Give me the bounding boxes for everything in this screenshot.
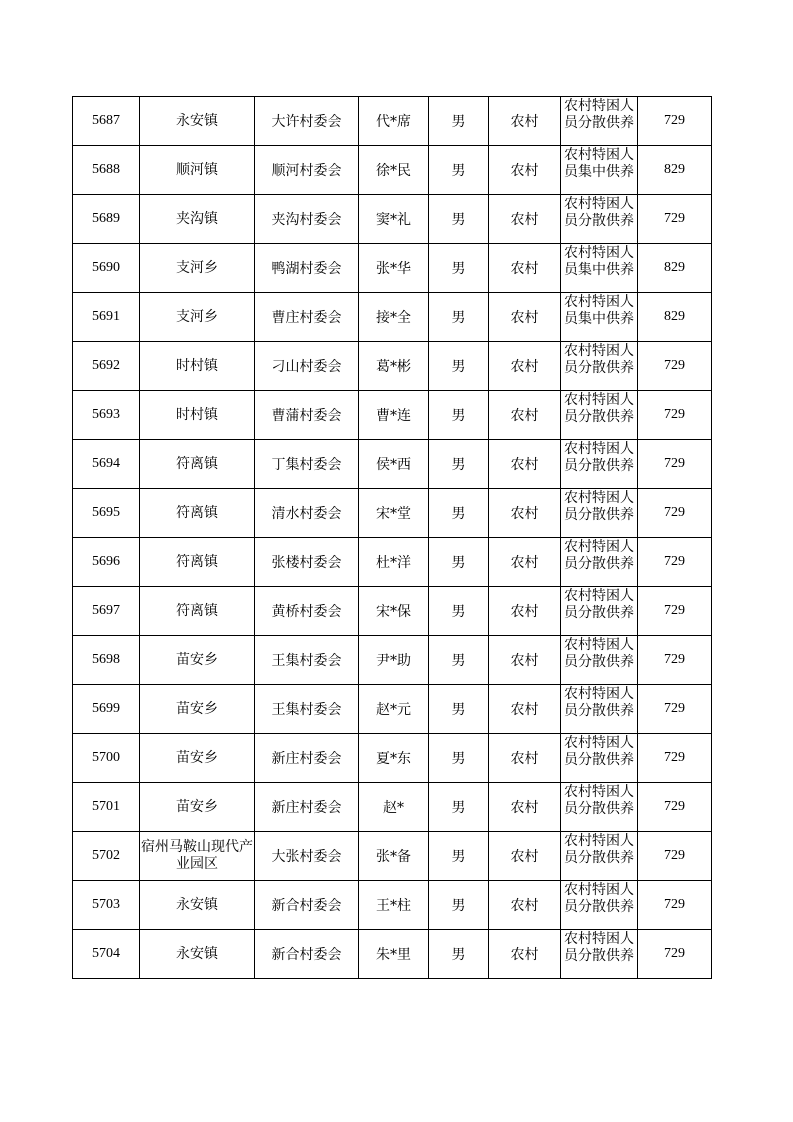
table-row bbox=[73, 195, 712, 244]
cell-village: 新庄村委会 bbox=[255, 734, 359, 783]
table-body bbox=[73, 97, 712, 979]
cell-area: 农村 bbox=[489, 783, 561, 832]
cell-amount: 729 bbox=[638, 783, 712, 832]
cell-area: 农村 bbox=[489, 685, 561, 734]
cell-town: 时村镇 bbox=[140, 391, 255, 440]
cell-area: 农村 bbox=[489, 97, 561, 146]
cell-sex: 男 bbox=[429, 342, 489, 391]
cell-village: 曹庄村委会 bbox=[255, 293, 359, 342]
cell-amount: 729 bbox=[638, 342, 712, 391]
cell-town: 符离镇 bbox=[140, 489, 255, 538]
cell-area: 农村 bbox=[489, 587, 561, 636]
cell-village: 新合村委会 bbox=[255, 930, 359, 979]
cell-area: 农村 bbox=[489, 734, 561, 783]
cell-sex: 男 bbox=[429, 195, 489, 244]
cell-support-type bbox=[561, 146, 638, 195]
cell-sex: 男 bbox=[429, 146, 489, 195]
support-type-text: 农村特困人员集中供养 bbox=[564, 245, 634, 278]
cell-name: 赵*元 bbox=[359, 685, 429, 734]
table-row bbox=[73, 636, 712, 685]
table-row bbox=[73, 244, 712, 293]
cell-number: 5700 bbox=[73, 734, 140, 783]
cell-village: 张楼村委会 bbox=[255, 538, 359, 587]
relief-roster-table bbox=[72, 96, 712, 979]
cell-support-type bbox=[561, 244, 638, 293]
cell-amount: 729 bbox=[638, 930, 712, 979]
cell-number: 5693 bbox=[73, 391, 140, 440]
support-type-text: 农村特困人员分散供养 bbox=[564, 637, 634, 670]
cell-town: 宿州马鞍山现代产业园区 bbox=[140, 832, 255, 881]
cell-amount: 829 bbox=[638, 293, 712, 342]
cell-name: 杜*洋 bbox=[359, 538, 429, 587]
table-row bbox=[73, 538, 712, 587]
cell-amount: 829 bbox=[638, 244, 712, 293]
cell-village: 黄桥村委会 bbox=[255, 587, 359, 636]
cell-sex: 男 bbox=[429, 587, 489, 636]
support-type-text: 农村特困人员分散供养 bbox=[564, 539, 634, 572]
support-type-text: 农村特困人员分散供养 bbox=[564, 196, 634, 229]
cell-area: 农村 bbox=[489, 489, 561, 538]
cell-area: 农村 bbox=[489, 538, 561, 587]
cell-name: 徐*民 bbox=[359, 146, 429, 195]
cell-area: 农村 bbox=[489, 636, 561, 685]
support-type-text: 农村特困人员分散供养 bbox=[564, 735, 634, 768]
cell-town: 支河乡 bbox=[140, 244, 255, 293]
table-row bbox=[73, 685, 712, 734]
cell-name: 代*席 bbox=[359, 97, 429, 146]
cell-name: 宋*保 bbox=[359, 587, 429, 636]
cell-name: 夏*东 bbox=[359, 734, 429, 783]
cell-village: 鸭湖村委会 bbox=[255, 244, 359, 293]
cell-town: 时村镇 bbox=[140, 342, 255, 391]
cell-town: 永安镇 bbox=[140, 881, 255, 930]
cell-village: 新合村委会 bbox=[255, 881, 359, 930]
cell-area: 农村 bbox=[489, 930, 561, 979]
table-row bbox=[73, 146, 712, 195]
cell-town: 永安镇 bbox=[140, 930, 255, 979]
cell-sex: 男 bbox=[429, 489, 489, 538]
cell-number: 5688 bbox=[73, 146, 140, 195]
support-type-text: 农村特困人员分散供养 bbox=[564, 490, 634, 523]
cell-number: 5690 bbox=[73, 244, 140, 293]
support-type-text: 农村特困人员分散供养 bbox=[564, 833, 634, 866]
cell-area: 农村 bbox=[489, 342, 561, 391]
cell-town: 夹沟镇 bbox=[140, 195, 255, 244]
table-row bbox=[73, 930, 712, 979]
cell-village: 夹沟村委会 bbox=[255, 195, 359, 244]
cell-name: 宋*堂 bbox=[359, 489, 429, 538]
table-row bbox=[73, 832, 712, 881]
cell-support-type bbox=[561, 930, 638, 979]
cell-village: 清水村委会 bbox=[255, 489, 359, 538]
cell-amount: 729 bbox=[638, 195, 712, 244]
cell-number: 5691 bbox=[73, 293, 140, 342]
table-row bbox=[73, 342, 712, 391]
cell-village: 刁山村委会 bbox=[255, 342, 359, 391]
cell-name: 接*全 bbox=[359, 293, 429, 342]
cell-town: 符离镇 bbox=[140, 538, 255, 587]
support-type-text: 农村特困人员集中供养 bbox=[564, 147, 634, 180]
cell-village: 大张村委会 bbox=[255, 832, 359, 881]
cell-sex: 男 bbox=[429, 244, 489, 293]
cell-number: 5703 bbox=[73, 881, 140, 930]
cell-support-type bbox=[561, 734, 638, 783]
cell-town: 苗安乡 bbox=[140, 734, 255, 783]
cell-sex: 男 bbox=[429, 440, 489, 489]
cell-name: 赵* bbox=[359, 783, 429, 832]
cell-village: 王集村委会 bbox=[255, 636, 359, 685]
support-type-text: 农村特困人员分散供养 bbox=[564, 588, 634, 621]
cell-name: 朱*里 bbox=[359, 930, 429, 979]
cell-support-type bbox=[561, 489, 638, 538]
cell-support-type bbox=[561, 195, 638, 244]
support-type-text: 农村特困人员集中供养 bbox=[564, 294, 634, 327]
cell-number: 5697 bbox=[73, 587, 140, 636]
cell-support-type bbox=[561, 587, 638, 636]
cell-amount: 729 bbox=[638, 881, 712, 930]
cell-sex: 男 bbox=[429, 832, 489, 881]
cell-town: 苗安乡 bbox=[140, 783, 255, 832]
cell-name: 窦*礼 bbox=[359, 195, 429, 244]
cell-support-type bbox=[561, 440, 638, 489]
cell-town: 永安镇 bbox=[140, 97, 255, 146]
table-row bbox=[73, 440, 712, 489]
cell-support-type bbox=[561, 538, 638, 587]
cell-name: 侯*西 bbox=[359, 440, 429, 489]
table-row bbox=[73, 489, 712, 538]
cell-support-type bbox=[561, 391, 638, 440]
support-type-text: 农村特困人员分散供养 bbox=[564, 686, 634, 719]
cell-amount: 829 bbox=[638, 146, 712, 195]
cell-amount: 729 bbox=[638, 391, 712, 440]
cell-village: 王集村委会 bbox=[255, 685, 359, 734]
cell-area: 农村 bbox=[489, 832, 561, 881]
support-type-text: 农村特困人员分散供养 bbox=[564, 441, 634, 474]
cell-number: 5702 bbox=[73, 832, 140, 881]
cell-amount: 729 bbox=[638, 685, 712, 734]
table-row bbox=[73, 293, 712, 342]
cell-sex: 男 bbox=[429, 685, 489, 734]
cell-village: 曹蒲村委会 bbox=[255, 391, 359, 440]
cell-support-type bbox=[561, 685, 638, 734]
cell-support-type bbox=[561, 97, 638, 146]
support-type-text: 农村特困人员分散供养 bbox=[564, 98, 634, 131]
cell-number: 5696 bbox=[73, 538, 140, 587]
cell-number: 5689 bbox=[73, 195, 140, 244]
cell-amount: 729 bbox=[638, 97, 712, 146]
cell-sex: 男 bbox=[429, 538, 489, 587]
cell-village: 丁集村委会 bbox=[255, 440, 359, 489]
cell-name: 葛*彬 bbox=[359, 342, 429, 391]
cell-support-type bbox=[561, 636, 638, 685]
cell-town: 顺河镇 bbox=[140, 146, 255, 195]
cell-amount: 729 bbox=[638, 832, 712, 881]
cell-sex: 男 bbox=[429, 930, 489, 979]
cell-village: 新庄村委会 bbox=[255, 783, 359, 832]
cell-number: 5701 bbox=[73, 783, 140, 832]
cell-village: 大许村委会 bbox=[255, 97, 359, 146]
cell-town: 苗安乡 bbox=[140, 685, 255, 734]
support-type-text: 农村特困人员分散供养 bbox=[564, 784, 634, 817]
cell-name: 张*备 bbox=[359, 832, 429, 881]
support-type-text: 农村特困人员分散供养 bbox=[564, 343, 634, 376]
cell-area: 农村 bbox=[489, 293, 561, 342]
cell-support-type bbox=[561, 293, 638, 342]
support-type-text: 农村特困人员分散供养 bbox=[564, 882, 634, 915]
table-row bbox=[73, 783, 712, 832]
cell-number: 5699 bbox=[73, 685, 140, 734]
cell-name: 曹*连 bbox=[359, 391, 429, 440]
cell-town: 符离镇 bbox=[140, 440, 255, 489]
cell-number: 5704 bbox=[73, 930, 140, 979]
support-type-text: 农村特困人员分散供养 bbox=[564, 931, 634, 964]
cell-number: 5698 bbox=[73, 636, 140, 685]
cell-amount: 729 bbox=[638, 538, 712, 587]
cell-sex: 男 bbox=[429, 97, 489, 146]
cell-town: 支河乡 bbox=[140, 293, 255, 342]
cell-name: 张*华 bbox=[359, 244, 429, 293]
cell-village: 顺河村委会 bbox=[255, 146, 359, 195]
table-row bbox=[73, 734, 712, 783]
table-row bbox=[73, 391, 712, 440]
cell-sex: 男 bbox=[429, 293, 489, 342]
cell-number: 5695 bbox=[73, 489, 140, 538]
cell-sex: 男 bbox=[429, 881, 489, 930]
cell-support-type bbox=[561, 881, 638, 930]
cell-town: 符离镇 bbox=[140, 587, 255, 636]
cell-number: 5694 bbox=[73, 440, 140, 489]
cell-area: 农村 bbox=[489, 146, 561, 195]
cell-amount: 729 bbox=[638, 440, 712, 489]
cell-amount: 729 bbox=[638, 636, 712, 685]
cell-area: 农村 bbox=[489, 391, 561, 440]
cell-name: 王*柱 bbox=[359, 881, 429, 930]
cell-number: 5692 bbox=[73, 342, 140, 391]
cell-sex: 男 bbox=[429, 636, 489, 685]
cell-area: 农村 bbox=[489, 195, 561, 244]
cell-name: 尹*助 bbox=[359, 636, 429, 685]
cell-sex: 男 bbox=[429, 783, 489, 832]
cell-area: 农村 bbox=[489, 244, 561, 293]
cell-town: 苗安乡 bbox=[140, 636, 255, 685]
cell-sex: 男 bbox=[429, 391, 489, 440]
cell-amount: 729 bbox=[638, 734, 712, 783]
table-row bbox=[73, 881, 712, 930]
cell-support-type bbox=[561, 342, 638, 391]
cell-area: 农村 bbox=[489, 881, 561, 930]
table-row bbox=[73, 587, 712, 636]
cell-area: 农村 bbox=[489, 440, 561, 489]
cell-support-type bbox=[561, 783, 638, 832]
cell-support-type bbox=[561, 832, 638, 881]
support-type-text: 农村特困人员分散供养 bbox=[564, 392, 634, 425]
cell-number: 5687 bbox=[73, 97, 140, 146]
cell-sex: 男 bbox=[429, 734, 489, 783]
cell-amount: 729 bbox=[638, 489, 712, 538]
table-row bbox=[73, 97, 712, 146]
cell-amount: 729 bbox=[638, 587, 712, 636]
